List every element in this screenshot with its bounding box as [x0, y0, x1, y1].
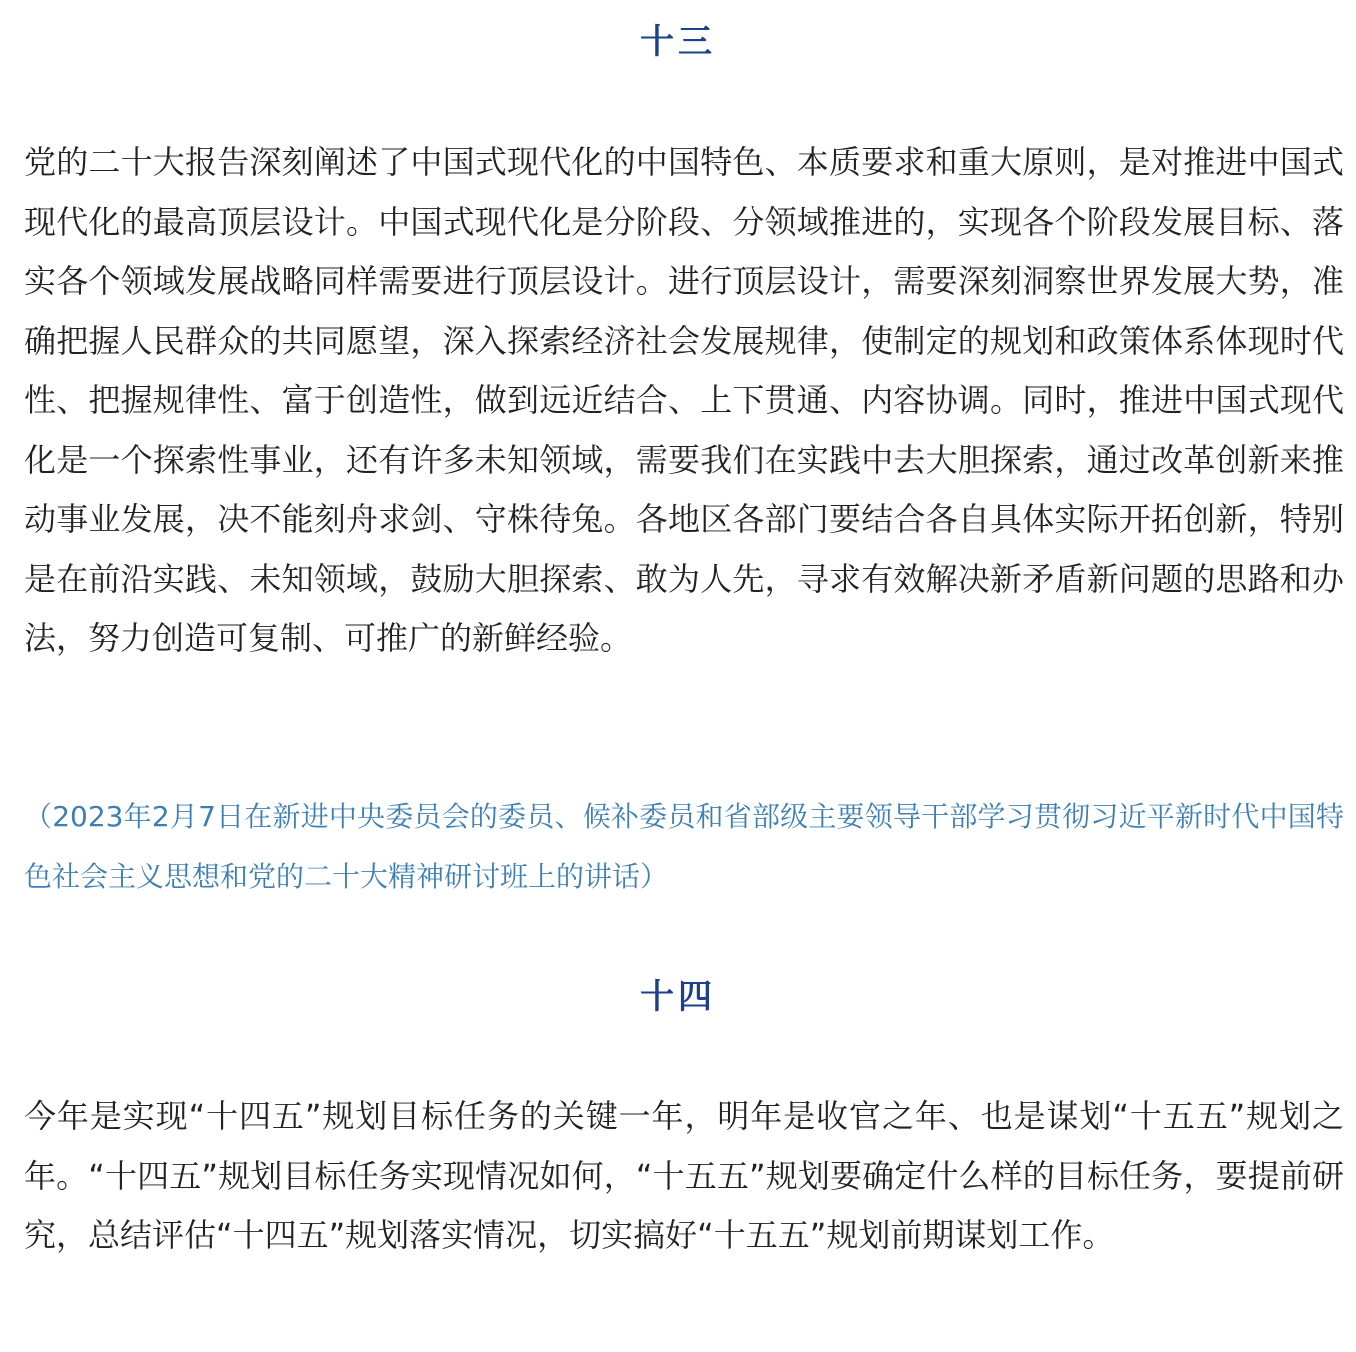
- section-13-source-note: （2023年2月7日在新进中央委员会的委员、候补委员和省部级主要领导干部学习贯彻习近平新时代中国特色社会主义思想和党的二十大精神研讨班上的讲话）: [24, 800, 1344, 893]
- section-heading-14: 十四: [640, 977, 716, 1017]
- section-14-paragraph: 今年是实现“十四五”规划目标任务的关键一年，明年是收官之年、也是谋划“十五五”规划之年。“十四五”规划目标任务实现情况如何，“十五五”规划要确定什么样的目标任务，要提前研究，总结评估“十四五”规划落实情况，切实搞好“十五五”规划前期谋划工作。: [24, 1097, 1344, 1254]
- section-13-paragraph: 党的二十大报告深刻阐述了中国式现代化的中国特色、本质要求和重大原则，是对推进中国式现代化的最高顶层设计。中国式现代化是分阶段、分领域推进的，实现各个阶段发展目标、落实各个领域发展战略同样需要进行顶层设计。进行顶层设计，需要深刻洞察世界发展大势，准确把握人民群众的共同愿望，深入探索经济社会发展规律，使制定的规划和政策体系体现时代性、把握规律性、富于创造性，做到远近结合、上下贯通、内容协调。同时，推进中国式现代化是一个探索性事业，还有许多未知领域，需要我们在实践中去大胆探索，通过改革创新来推动事业发展，决不能刻舟求剑、守株待兔。各地区各部门要结合各自具体实际开拓创新，特别是在前沿实践、未知领域，鼓励大胆探索、敢为人先，寻求有效解决新矛盾新问题的思路和办法，努力创造可复制、可推广的新鲜经验。: [24, 143, 1344, 657]
- section-heading-13: 十三: [640, 22, 716, 62]
